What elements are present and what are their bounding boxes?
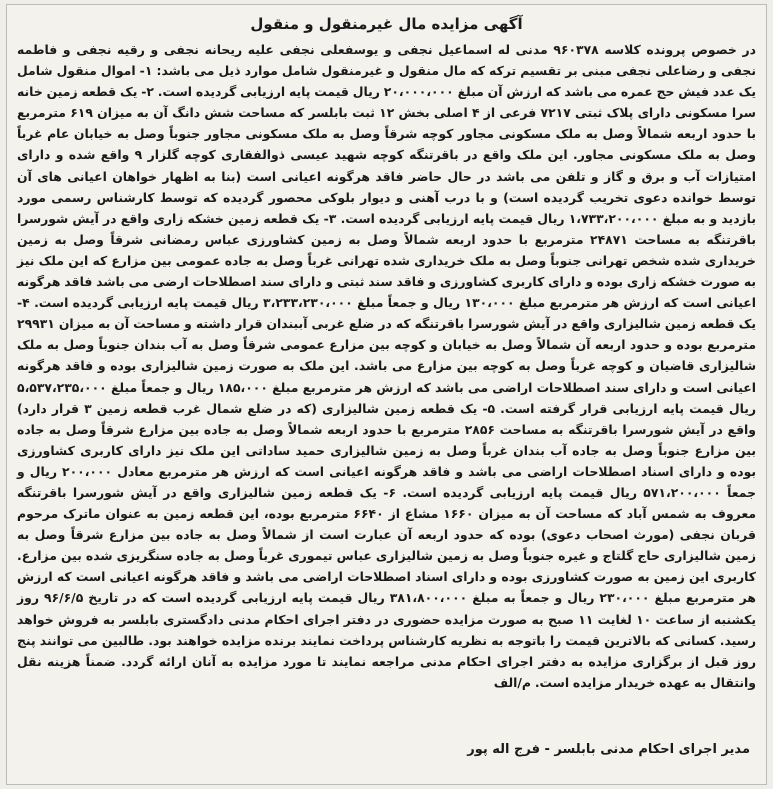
- notice-signature: مدیر اجرای احکام مدنی بابلسر - فرج اله پور: [467, 742, 750, 757]
- notice-title: آگهی مزایده مال غیرمنقول و منقول: [250, 15, 523, 33]
- notice-body: در خصوص پرونده کلاسه ۹۶۰۳۷۸ مدنی له اسماعیل نجفی و یوسفعلی نجفی علیه ریحانه نجفی و رقیه نجفی و فاطمه نجفی و رضاعلی نجفی مبنی بر تقسیم ترکه که مال منقول و غیرمنقول شامل موارد ذیل می باشد: ۱- اموال منقول شامل یک عدد فیش حج عمره می باشد که ارزش آن مبلغ ۲۰،۰۰۰،۰۰۰ ریال قیمت پایه ارزیابی گردیده است. ۲- یک قطعه زمین خانه سرا مسکونی دارای پلاک ثبتی ۷۲۱۷ فرعی از ۴ اصلی بخش ۱۲ ثبت بابلسر که مساحت شش دانگ آن به میزان ۶۱۹ مترمربع با حدود اربعه شمالاً وصل به ملک مسکونی مجاور کوچه شرقاً وصل به ملک مسکونی مجاور جنوباً وصل به خیابان عام غرباً وصل به ملک مسکونی مجاور. این ملک واقع در باقرتنگه کوچه شهید عیسی ذوالفقاری کوچه گلزار ۹ واقع شده و دارای امتیازات آب و برق و گاز و تلفن می باشد در حال حاضر فاقد هرگونه اعیانی است (بنا به اظهار خواهان اعیانی های آن توسط خوانده دعوی تخریب گردیده است) و با درب آهنی و دیوار بلوکی محصور گردیده که توسط کارشناس رسمی مورد بازدید و به مبلغ ۱،۷۳۳،۲۰۰،۰۰۰ ریال قیمت پایه ارزیابی گردیده است. ۳- یک قطعه زمین خشکه زاری واقع در آیش شورسرا باقرتنگه به مساحت ۲۴۸۷۱ مترمربع با حدود اربعه شمالاً وصل به زمین کشاورزی عباس رمضانی شرقاً وصل به زمین خریداری شده شخص تهرانی جنوباً وصل به ملک خریداری شده تهرانی غرباً وصل به جاده عمومی بین مزارع که این ملک نیز به صورت خشکه زاری بوده و دارای کاربری کشاورزی و فاقد سند ثبتی و دارای سند اصطلاحات ارضی می باشد فاقد هرگونه اعیانی است که ارزش هر مترمربع مبلغ ۱۳۰،۰۰۰ ریال و جمعاً مبلغ ۳،۲۳۳،۲۳۰،۰۰۰ ریال قیمت پایه ارزیابی گردیده است. ۴- یک قطعه زمین شالیزاری واقع در آیش شورسرا باقرتنگه که در ضلع غربی آببندان قرار داشته و مساحت آن به میزان ۲۹۹۳۱ مترمربع بوده و حدود اربعه آن شمالاً وصل به خیابان و کوچه بین مزارع عمومی شرقاً وصل به آب بندان جنوباً وصل به ملک شالیزاری قاضیان و کوچه غرباً وصل به کوچه بین مزارع می باشد. این ملک به صورت زمین شالیزاری بوده و فاقد هرگونه اعیانی است و دارای سند اصطلاحات اراضی می باشد که ارزش هر مترمربع مبلغ ۱۸۵،۰۰۰ ریال و جمعاً مبلغ ۵،۵۳۷،۲۳۵،۰۰۰ ریال قیمت پایه ارزیابی قرار گرفته است. ۵- یک قطعه زمین شالیزاری (که در ضلع شمال غرب قطعه زمین ۳ قرار دارد) واقع در آیش شورسرا باقرتنگه به مساحت ۲۸۵۶ مترمربع با حدود اربعه شمالاً وصل به جاده بین مزارع شرقاً وصل به جاده بین مزارع جنوباً وصل به جاده آب بندان غرباً وصل به زمین شالیزاری حمید ساداتی این ملک نیز دارای کاربری کشاورزی بوده و دارای اسناد اصطلاحات اراضی می باشد و فاقد هرگونه اعیانی است که ارزش هر مترمربع معادل ۲۰۰،۰۰۰ ریال و جمعاً ۵۷۱،۲۰۰،۰۰۰ ریال قیمت پایه ارزیابی گردیده است. ۶- یک قطعه زمین شالیزاری واقع در آیش شورسرا باقرتنگه معروف به شمس آباد که مساحت آن به میزان ۱۶۶۰ مشاع از ۶۶۴۰ مترمربع بوده، این قطعه زمین به عنوان ماترک مرحوم قربان نجفی (مورث اصحاب دعوی) بوده که حدود اربعه آن عبارت است از شمالاً وصل به جاده بین مزارع شرقاً وصل به زمین شالیزاری حاج گلتاج و غیره جنوباً وصل به زمین شالیزاری عباس تیموری غرباً وصل به جاده سنگریزی شده بین مزارع. کاربری این زمین به صورت کشاورزی بوده و دارای اسناد اصطلاحات اراضی می باشد و فاقد هرگونه اعیانی است که ارزش هر مترمربع مبلغ ۲۳۰،۰۰۰ ریال و جمعاً به مبلغ ۳۸۱،۸۰۰،۰۰۰ ریال قیمت پایه ارزیابی گردیده است که در تاریخ ۹۶/۶/۵ روز یکشنبه از ساعت ۱۰ لغایت ۱۱ صبح به صورت مزایده حضوری در دفتر اجرای احکام مدنی دادگستری بابلسر به فروش خواهد رسید. کسانی که بالاترین قیمت را باتوجه به نظریه کارشناس پرداخت نمایند برنده مزایده خواهند بود. طالبین می توانند پنج روز قبل از برگزاری مزایده به دفتر اجرای احکام مدنی مراجعه نمایند تا مورد مزایده به آنان ارائه گردد. ضمناً هزینه نقل وانتقال به عهده خریدار مزایده است. م/الف: [17, 42, 757, 690]
- auction-notice: [6, 4, 767, 785]
